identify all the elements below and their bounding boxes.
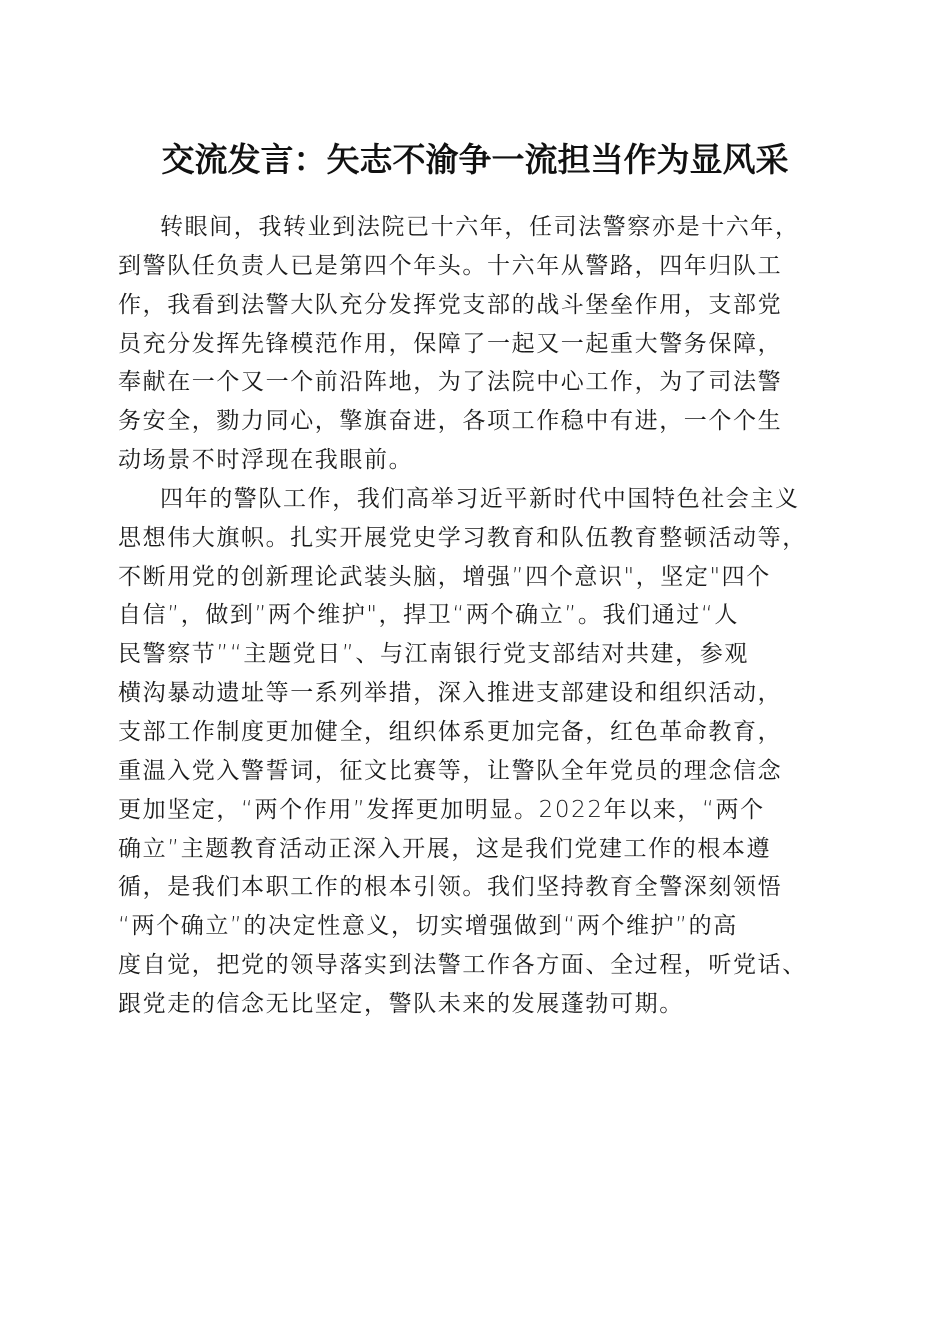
paragraph-2 — [118, 480, 838, 1024]
paragraph-line: 支部工作制度更加健全，组织体系更加完备，红色革命教育， — [118, 718, 783, 745]
paragraph-line: 务安全，勠力同心，擎旗奋进，各项工作稳中有进，一个个生 — [118, 408, 783, 435]
paragraph-line: 横沟暴动遗址等一系列举措，深入推进支部建设和组织活动， — [118, 680, 783, 707]
paragraph-line: 奉献在一个又一个前沿阵地，为了法院中心工作，为了司法警 — [118, 369, 783, 396]
paragraph-line: 民警察节”“主题党日”、与江南银行党支部结对共建，参观 — [118, 641, 749, 668]
paragraph-line: 更加坚定，“两个作用”发挥更加明显。2022年以来，“两个 — [118, 796, 765, 823]
document-title: 交流发言：矢志不渝争一流担当作为显风采 — [161, 140, 789, 179]
paragraph-line: 四年的警队工作，我们高举习近平新时代中国特色社会主义 — [160, 485, 800, 512]
paragraph-line: 动场景不时浮现在我眼前。 — [118, 447, 414, 474]
paragraph-line: “两个确立”的决定性意义，切实增强做到“两个维护”的高 — [118, 913, 738, 940]
document-body — [118, 208, 838, 1024]
paragraph-line: 作，我看到法警大队充分发挥党支部的战斗堡垒作用，支部党 — [118, 291, 783, 318]
paragraph-line: 员充分发挥先锋模范作用，保障了一起又一起重大警务保障， — [118, 330, 783, 357]
paragraph-line: 确立”主题教育活动正深入开展，这是我们党建工作的根本遵 — [118, 835, 772, 862]
paragraph-line: 度自觉，把党的领导落实到法警工作各方面、全过程，听党话、 — [118, 952, 807, 979]
paragraph-line: 重温入党入警誓词，征文比赛等，让警队全年党员的理念信念 — [118, 757, 783, 784]
paragraph-line: 到警队任负责人已是第四个年头。十六年从警路，四年归队工 — [118, 252, 783, 279]
paragraph-line: 转眼间，我转业到法院已十六年，任司法警察亦是十六年， — [160, 214, 800, 240]
paragraph-line: 循，是我们本职工作的根本引领。我们坚持教育全警深刻领悟 — [118, 874, 783, 901]
paragraph-line: 跟党走的信念无比坚定，警队未来的发展蓬勃可期。 — [118, 990, 684, 1017]
paragraph-line: 不断用党的创新理论武装头脑，增强”四个意识"，坚定"四个 — [118, 563, 771, 590]
paragraph-line: 思想伟大旗帜。扎实开展党史学习教育和队伍教育整顿活动等， — [118, 524, 807, 551]
paragraph-1 — [118, 208, 838, 480]
paragraph-line: 自信”，做到”两个维护"，捍卫“两个确立”。我们通过“人 — [118, 602, 739, 629]
